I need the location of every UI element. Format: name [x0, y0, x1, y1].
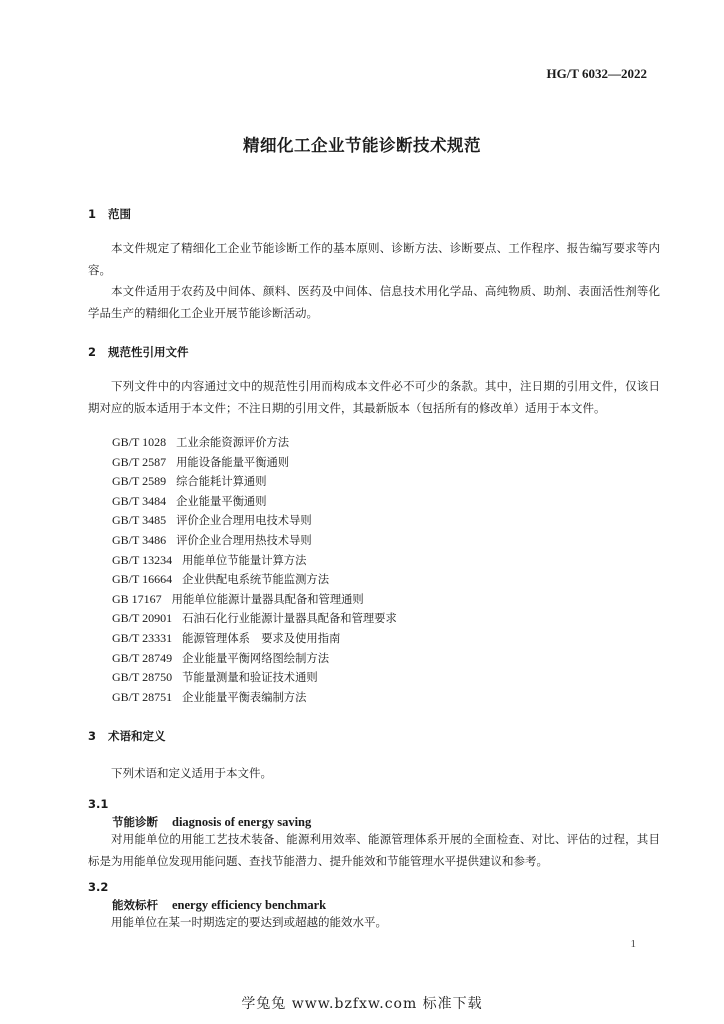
term-chinese: 节能诊断: [112, 815, 158, 829]
section-title: 规范性引用文件: [108, 345, 189, 359]
reference-item: [112, 668, 397, 688]
term-3-1-definition: 对用能单位的用能工艺技术装备、能源利用效率、能源管理体系开展的全面检查、对比、评估的过程，其目标是为用能单位发现用能问题、查找节能潜力、提升能效和节能管理水平提供建议和参考。: [88, 832, 660, 868]
reference-code: GB/T 28751: [112, 689, 173, 704]
reference-code: GB/T 28750: [112, 670, 173, 685]
reference-item: [112, 688, 397, 708]
reference-item: [112, 590, 397, 610]
footer-watermark: 学兔兔 www.bzfxw.com 标准下载: [241, 996, 483, 1012]
normative-references-intro: 下列文件中的内容通过文中的规范性引用而构成本文件必不可少的条款。其中，注日期的引用文件，仅该日期对应的版本适用于本文件；不注日期的引用文件，其最新版本（包括所有的修改单）适用于本文件。: [88, 379, 660, 415]
reference-title: 评价企业合理用热技术导则: [176, 533, 312, 547]
term-english: energy efficiency benchmark: [172, 898, 327, 912]
reference-title: 企业能量平衡表编制方法: [182, 690, 307, 704]
reference-item: [112, 629, 397, 649]
reference-title: 工业余能资源评价方法: [176, 436, 290, 449]
reference-title: 用能单位能源计量器具配备和管理通则: [171, 592, 364, 606]
reference-item: [112, 531, 397, 551]
term-3-1: [112, 814, 311, 830]
reference-title: 用能单位节能量计算方法: [182, 553, 307, 567]
standard-number: HG/T 6032—2022: [546, 66, 647, 81]
terms-intro: 下列术语和定义适用于本文件。: [111, 766, 272, 780]
reference-title: 综合能耗计算通则: [176, 475, 267, 489]
reference-title: 企业能量平衡通则: [176, 494, 267, 508]
page-number: 1: [630, 938, 636, 950]
reference-code: GB/T 1028: [112, 435, 167, 449]
reference-title: 节能量测量和验证技术通则: [182, 671, 318, 685]
document-title: 精细化工企业节能诊断技术规范: [243, 136, 481, 155]
reference-item: [112, 570, 397, 590]
section-number: 1: [88, 207, 97, 221]
section-2-heading: [88, 344, 189, 360]
section-number: 3: [88, 729, 97, 743]
reference-item: [112, 649, 397, 669]
reference-list: [112, 433, 397, 707]
reference-item: [112, 551, 397, 571]
reference-code: GB/T 3486: [112, 532, 167, 547]
reference-item: [112, 511, 397, 531]
reference-item: [112, 492, 397, 512]
term-3-2-definition: 用能单位在某一时期选定的要达到或超越的能效水平。: [111, 915, 387, 929]
section-title: 术语和定义: [108, 729, 166, 743]
section-title: 范围: [108, 207, 131, 221]
scope-paragraph-2: 本文件适用于农药及中间体、颜料、医药及中间体、信息技术用化学品、高纯物质、助剂、表面活性剂等化学品生产的精细化工企业开展节能诊断活动。: [88, 284, 660, 320]
reference-code: GB/T 16664: [112, 572, 173, 587]
reference-code: GB/T 3485: [112, 513, 167, 528]
reference-item: [112, 609, 397, 629]
reference-item: [112, 433, 397, 453]
reference-title: 用能设备能量平衡通则: [176, 455, 290, 469]
section-3-heading: [88, 728, 166, 744]
reference-item: [112, 453, 397, 473]
section-1-heading: [88, 206, 131, 222]
reference-code: GB/T 3484: [112, 493, 167, 508]
reference-title: 评价企业合理用电技术导则: [176, 514, 312, 528]
section-number: 2: [88, 345, 97, 359]
reference-code: GB/T 28749: [112, 650, 173, 665]
term-3-2: [112, 897, 326, 913]
reference-code: GB 17167: [112, 591, 162, 606]
reference-code: GB/T 13234: [112, 552, 173, 567]
clause-number-3-2: 3.2: [88, 880, 109, 894]
reference-code: GB/T 2589: [112, 474, 167, 489]
reference-code: GB/T 20901: [112, 611, 173, 626]
reference-title: 企业供配电系统节能监测方法: [182, 573, 329, 587]
reference-title: 能源管理体系 要求及使用指南: [182, 631, 341, 645]
reference-code: GB/T 2587: [112, 454, 167, 469]
term-english: diagnosis of energy saving: [172, 815, 312, 829]
reference-code: GB/T 23331: [112, 630, 173, 645]
clause-number-3-1: 3.1: [88, 797, 109, 811]
reference-title: 企业能量平衡网络图绘制方法: [182, 651, 329, 665]
reference-item: [112, 472, 397, 492]
reference-title: 石油石化行业能源计量器具配备和管理要求: [182, 612, 397, 626]
scope-paragraph-1: 本文件规定了精细化工企业节能诊断工作的基本原则、诊断方法、诊断要点、工作程序、报告编写要求等内容。: [88, 241, 660, 277]
term-chinese: 能效标杆: [112, 898, 158, 912]
